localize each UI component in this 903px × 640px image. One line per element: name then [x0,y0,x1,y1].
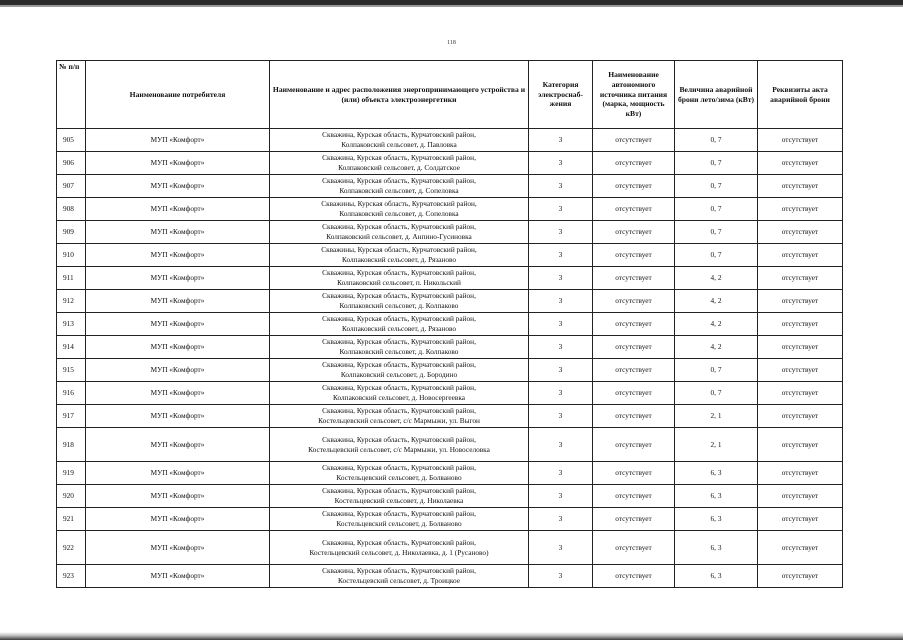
supply-category: 3 [529,382,593,405]
autonomous-power-source: отсутствует [593,244,675,267]
autonomous-power-source: отсутствует [593,428,675,462]
table-row [57,508,843,531]
consumer-name: МУП «Комфорт» [86,462,270,485]
reserve-act: отсутствует [758,313,843,336]
supply-category: 3 [529,485,593,508]
autonomous-power-source: отсутствует [593,565,675,588]
address-line-1: Скважина, Курская область, Курчатовский район, [322,130,476,140]
address-line-2: Колпаковский сельсовет, д. Анпино-Гусиновка [326,232,472,241]
address-line-2: Колпаковский сельсовет, д. Сопеловка [339,209,459,218]
table-row [57,485,843,508]
reserve-act: отсутствует [758,175,843,198]
address-line-1: Скважина, Курская область, Курчатовский район, [322,176,476,186]
reserve-act: отсутствует [758,485,843,508]
reserve-act: отсутствует [758,221,843,244]
supply-category: 3 [529,462,593,485]
reserve-act: отсутствует [758,244,843,267]
consumer-name: МУП «Комфорт» [86,221,270,244]
row-number: 922 [57,531,86,565]
autonomous-power-source: отсутствует [593,152,675,175]
table-row [57,152,843,175]
row-number: 905 [57,129,86,152]
object-address [270,405,529,428]
header-power-source: Наименование автономного источника питания (марка, мощность кВт) [593,61,675,129]
object-address [270,267,529,290]
consumer-name: МУП «Комфорт» [86,336,270,359]
reserve-value: 4, 2 [675,336,758,359]
reserve-value: 0, 7 [675,175,758,198]
address-line-2: Костельцевский сельсовет, д. Болваново [336,519,462,528]
reserve-value: 0, 7 [675,244,758,267]
autonomous-power-source: отсутствует [593,267,675,290]
address-line-2: Колпаковский сельсовет, д. Сопеловка [339,186,459,195]
address-line-2: Колпаковский сельсовет, д. Колпаково [339,347,459,356]
autonomous-power-source: отсутствует [593,405,675,428]
address-line-1: Скважина, Курская область, Курчатовский район, [322,383,476,393]
table-row [57,405,843,428]
address-line-2: Костельцевский сельсовет, с/с Мармыжи, ул. Новоселовка [308,444,490,454]
supply-category: 3 [529,336,593,359]
emergency-reserve-table [56,60,843,588]
row-number: 923 [57,565,86,588]
autonomous-power-source: отсутствует [593,221,675,244]
reserve-value: 0, 7 [675,221,758,244]
reserve-act: отсутствует [758,405,843,428]
autonomous-power-source: отсутствует [593,359,675,382]
header-consumer: Наименование потребителя [86,61,270,129]
reserve-act: отсутствует [758,462,843,485]
supply-category: 3 [529,428,593,462]
object-address [270,129,529,152]
consumer-name: МУП «Комфорт» [86,175,270,198]
supply-category: 3 [529,359,593,382]
header-number: № п/п [57,61,86,129]
autonomous-power-source: отсутствует [593,290,675,313]
table-row [57,359,843,382]
reserve-value: 4, 2 [675,313,758,336]
consumer-name: МУП «Комфорт» [86,485,270,508]
reserve-act: отсутствует [758,508,843,531]
address-line-1: Скважина, Курская область, Курчатовский район, [322,360,476,370]
autonomous-power-source: отсутствует [593,198,675,221]
table-row [57,221,843,244]
address-line-2: Колпаковский сельсовет, д. Бородино [340,370,458,379]
row-number: 913 [57,313,86,336]
table-row [57,175,843,198]
object-address [270,244,529,267]
consumer-name: МУП «Комфорт» [86,531,270,565]
address-line-1: Скважина, Курская область, Курчатовский район, [322,291,476,301]
consumer-name: МУП «Комфорт» [86,382,270,405]
autonomous-power-source: отсутствует [593,313,675,336]
table-row [57,336,843,359]
address-line-2: Колпаковский сельсовет, д. Павловка [341,140,457,149]
page-number: 118 [447,40,456,46]
autonomous-power-source: отсутствует [593,462,675,485]
consumer-name: МУП «Комфорт» [86,359,270,382]
address-line-1: Скважина, Курская область, Курчатовский район, [322,463,476,473]
consumer-name: МУП «Комфорт» [86,244,270,267]
address-line-1: Скважина, Курская область, Курчатовский район, [322,153,476,163]
row-number: 914 [57,336,86,359]
table-body [57,129,843,588]
reserve-act: отсутствует [758,382,843,405]
autonomous-power-source: отсутствует [593,531,675,565]
supply-category: 3 [529,531,593,565]
reserve-value: 6, 3 [675,508,758,531]
table-row [57,267,843,290]
reserve-value: 6, 3 [675,485,758,508]
address-line-1: Скважина, Курская область, Курчатовский район, [322,566,476,576]
reserve-value: 0, 7 [675,152,758,175]
consumer-name: МУП «Комфорт» [86,129,270,152]
address-line-1: Скважина, Курская область, Курчатовский район, [322,222,476,232]
consumer-name: МУП «Комфорт» [86,508,270,531]
row-number: 907 [57,175,86,198]
consumer-name: МУП «Комфорт» [86,290,270,313]
address-line-2: Костельцевский сельсовет, д. Троицкое [337,576,461,585]
object-address [270,359,529,382]
reserve-value: 0, 7 [675,129,758,152]
reserve-value: 6, 3 [675,531,758,565]
address-line-1: Скважина, Курская область, Курчатовский район, [322,537,476,547]
reserve-value: 2, 1 [675,405,758,428]
header-act: Реквизиты акта аварийной брони [758,61,843,129]
address-line-2: Костельцевский сельсовет, д. Николаевка, д. 1 (Русаново) [309,547,489,557]
supply-category: 3 [529,175,593,198]
reserve-value: 0, 7 [675,359,758,382]
row-number: 919 [57,462,86,485]
autonomous-power-source: отсутствует [593,129,675,152]
row-number: 911 [57,267,86,290]
object-address [270,175,529,198]
row-number: 910 [57,244,86,267]
supply-category: 3 [529,313,593,336]
consumer-name: МУП «Комфорт» [86,152,270,175]
consumer-name: МУП «Комфорт» [86,267,270,290]
reserve-value: 0, 7 [675,198,758,221]
object-address [270,198,529,221]
address-line-2: Костельцевский сельсовет, с/с Мармыжи, ул. Выгон [318,416,480,425]
consumer-name: МУП «Комфорт» [86,565,270,588]
address-line-2: Колпаковский сельсовет, д. Колпаково [339,301,459,310]
address-line-1: Скважина, Курская область, Курчатовский район, [322,314,476,324]
autonomous-power-source: отсутствует [593,175,675,198]
address-line-2: Колпаковский сельсовет, д. Рязаново [341,255,457,264]
reserve-act: отсутствует [758,267,843,290]
address-line-2: Колпаковский сельсовет, п. Никольский [337,278,461,287]
address-line-2: Колпаковский сельсовет, д. Новосергеевка [332,393,466,402]
supply-category: 3 [529,267,593,290]
reserve-act: отсутствует [758,336,843,359]
address-line-1: Скважина, Курская область, Курчатовский район, [322,268,476,278]
reserve-value: 2, 1 [675,428,758,462]
table-header-row [57,61,843,129]
reserve-value: 6, 3 [675,565,758,588]
header-address: Наименование и адрес расположения энергопринимающего устройства и (или) объекта электроэнергетики [270,61,529,129]
object-address [270,382,529,405]
object-address [270,221,529,244]
scan-edge-top-shadow [0,5,903,7]
row-number: 908 [57,198,86,221]
scan-edge-bottom [0,632,903,640]
object-address [270,462,529,485]
table-row [57,290,843,313]
reserve-value: 4, 2 [675,267,758,290]
reserve-act: отсутствует [758,359,843,382]
supply-category: 3 [529,129,593,152]
consumer-name: МУП «Комфорт» [86,313,270,336]
row-number: 912 [57,290,86,313]
address-line-2: Костельцевский сельсовет, д. Болваново [336,473,462,482]
row-number: 920 [57,485,86,508]
object-address [270,152,529,175]
address-line-2: Колпаковский сельсовет, д. Рязаново [341,324,457,333]
table-row [57,244,843,267]
table-row [57,129,843,152]
address-line-1: Скважина, Курская область, Курчатовский район, [322,434,476,444]
address-line-1: Скважины, Курская область, Курчатовский район, [321,245,477,255]
table-row [57,565,843,588]
row-number: 916 [57,382,86,405]
address-line-1: Скважина, Курская область, Курчатовский район, [322,406,476,416]
row-number: 915 [57,359,86,382]
reserve-value: 6, 3 [675,462,758,485]
reserve-act: отсутствует [758,428,843,462]
object-address [270,428,529,462]
address-line-2: Колпаковский сельсовет, д. Солдатское [338,163,460,172]
object-address [270,508,529,531]
object-address [270,290,529,313]
header-reserve: Величина аварийной брони лето/зима (кВт) [675,61,758,129]
row-number: 917 [57,405,86,428]
reserve-act: отсутствует [758,565,843,588]
supply-category: 3 [529,290,593,313]
address-line-1: Скважины, Курская область, Курчатовский район, [321,199,477,209]
table-row [57,531,843,565]
table-row [57,198,843,221]
consumer-name: МУП «Комфорт» [86,198,270,221]
supply-category: 3 [529,198,593,221]
supply-category: 3 [529,565,593,588]
row-number: 921 [57,508,86,531]
row-number: 906 [57,152,86,175]
table-row [57,462,843,485]
reserve-value: 4, 2 [675,290,758,313]
consumer-name: МУП «Комфорт» [86,405,270,428]
object-address [270,531,529,565]
reserve-act: отсутствует [758,290,843,313]
object-address [270,485,529,508]
table-row [57,382,843,405]
address-line-1: Скважина, Курская область, Курчатовский район, [322,509,476,519]
address-line-2: Костельцевский сельсовет, д. Николаевка [334,496,464,505]
autonomous-power-source: отсутствует [593,485,675,508]
reserve-act: отсутствует [758,531,843,565]
reserve-act: отсутствует [758,152,843,175]
supply-category: 3 [529,244,593,267]
object-address [270,336,529,359]
object-address [270,565,529,588]
autonomous-power-source: отсутствует [593,508,675,531]
table-row [57,428,843,462]
address-line-1: Скважина, Курская область, Курчатовский район, [322,337,476,347]
row-number: 909 [57,221,86,244]
table-row [57,313,843,336]
reserve-act: отсутствует [758,198,843,221]
reserve-act: отсутствует [758,129,843,152]
autonomous-power-source: отсутствует [593,382,675,405]
supply-category: 3 [529,508,593,531]
autonomous-power-source: отсутствует [593,336,675,359]
address-line-1: Скважина, Курская область, Курчатовский район, [322,486,476,496]
header-category: Категория электроснаб-жения [529,61,593,129]
object-address [270,313,529,336]
reserve-value: 0, 7 [675,382,758,405]
row-number: 918 [57,428,86,462]
supply-category: 3 [529,405,593,428]
supply-category: 3 [529,152,593,175]
supply-category: 3 [529,221,593,244]
consumer-name: МУП «Комфорт» [86,428,270,462]
